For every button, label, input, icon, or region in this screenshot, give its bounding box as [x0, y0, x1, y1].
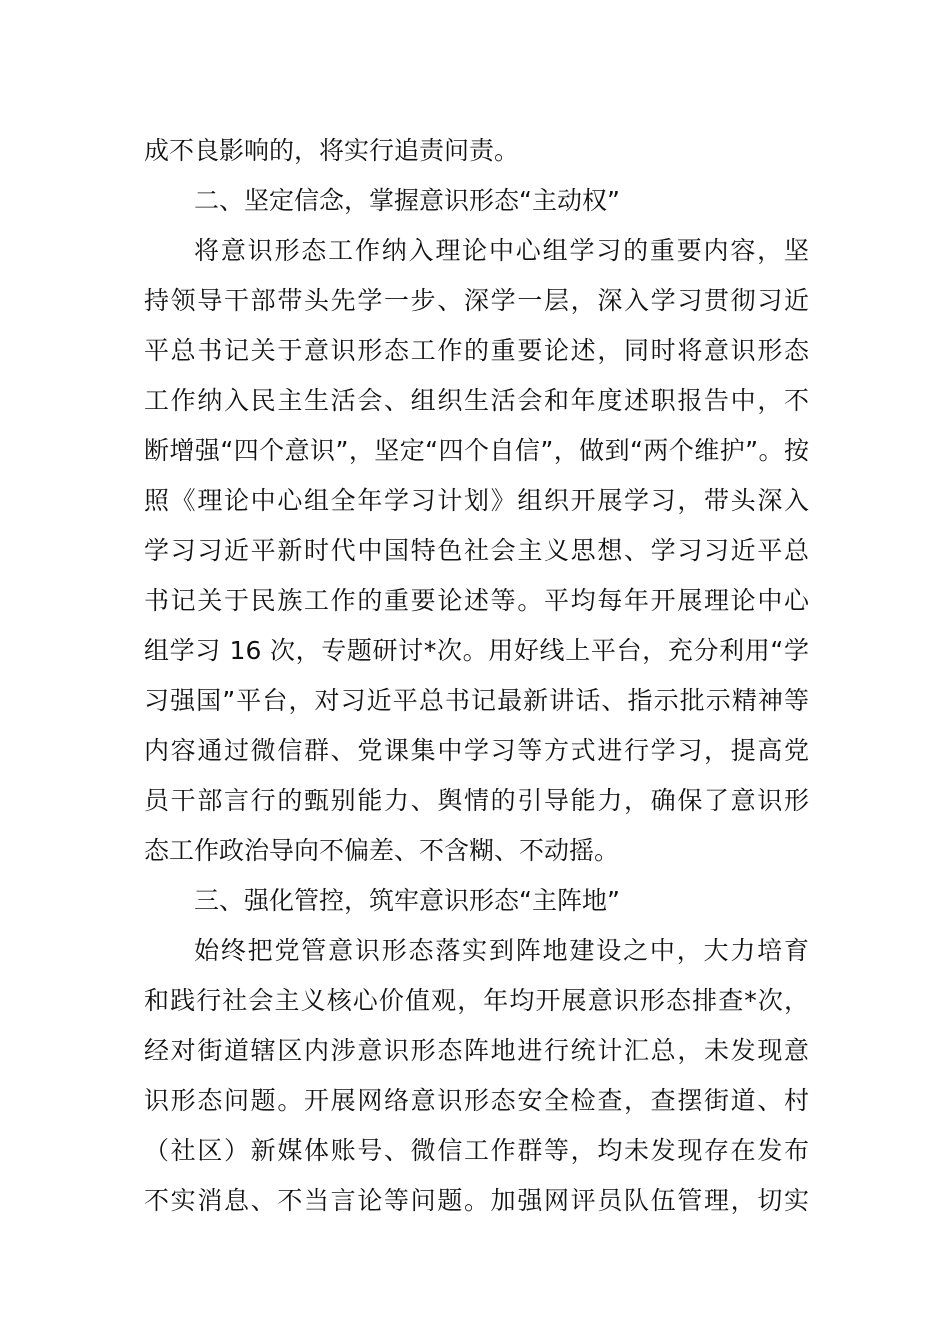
- section-heading: 二、坚定信念，掌握意识形态“主动权”: [194, 186, 620, 215]
- paragraph-line: 和践行社会主义核心价值观，年均开展意识形态排查*次，: [144, 986, 809, 1015]
- section-heading: 三、强化管控，筑牢意识形态“主阵地”: [194, 886, 620, 915]
- paragraph-line: 工作纳入民主生活会、组织生活会和年度述职报告中，不: [144, 386, 809, 415]
- paragraph-line: 学习习近平新时代中国特色社会主义思想、学习习近平总: [144, 536, 809, 565]
- paragraph-line: 经对街道辖区内涉意识形态阵地进行统计汇总，未发现意: [144, 1036, 809, 1065]
- paragraph-line: 平总书记关于意识形态工作的重要论述，同时将意识形态: [144, 336, 809, 365]
- paragraph-line: 始终把党管意识形态落实到阵地建设之中，大力培育: [194, 936, 809, 965]
- paragraph-line: 组学习 16 次，专题研讨*次。用好线上平台，充分利用“学: [144, 636, 809, 665]
- paragraph-line: 员干部言行的甄别能力、舆情的引导能力，确保了意识形: [144, 786, 809, 815]
- paragraph-line: 将意识形态工作纳入理论中心组学习的重要内容，坚: [194, 236, 809, 265]
- paragraph-line: 成不良影响的，将实行追责问责。: [144, 136, 520, 165]
- paragraph-line: 照《理论中心组全年学习计划》组织开展学习，带头深入: [144, 486, 809, 515]
- paragraph-line: 不实消息、不当言论等问题。加强网评员队伍管理，切实: [144, 1186, 809, 1215]
- paragraph-line: 态工作政治导向不偏差、不含糊、不动摇。: [144, 836, 620, 865]
- paragraph-line: 内容通过微信群、党课集中学习等方式进行学习，提高党: [144, 736, 809, 765]
- paragraph-line: 习强国”平台，对习近平总书记最新讲话、指示批示精神等: [144, 686, 809, 715]
- paragraph-line: 识形态问题。开展网络意识形态安全检查，查摆街道、村: [144, 1086, 809, 1115]
- paragraph-line: 书记关于民族工作的重要论述等。平均每年开展理论中心: [144, 586, 809, 615]
- paragraph-line: 持领导干部带头先学一步、深学一层，深入学习贯彻习近: [144, 286, 809, 315]
- paragraph-line: （社区）新媒体账号、微信工作群等，均未发现存在发布: [144, 1136, 809, 1165]
- paragraph-line: 断增强“四个意识”，坚定“四个自信”，做到“两个维护”。按: [144, 436, 809, 465]
